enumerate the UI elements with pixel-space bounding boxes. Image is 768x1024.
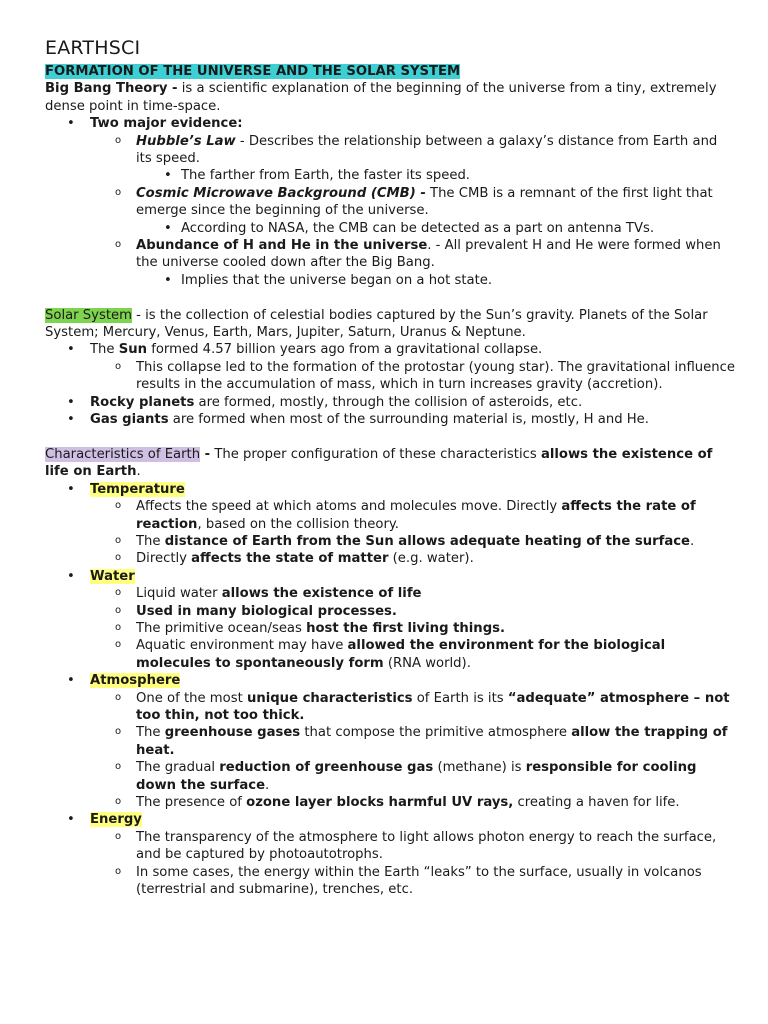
list-item-energy: • Energy [45, 811, 735, 828]
list-item-atmosphere: • Atmosphere [45, 672, 735, 689]
list-item-energy-2: o In some cases, the energy within the Earth “leaks” to the surface, usually in volcanos (terrestrial and submarine), trenches, etc. [45, 864, 735, 899]
list-item-temp-3: o Directly affects the state of matter (e.g. water). [45, 550, 735, 567]
list-item-temperature: • Temperature [45, 481, 735, 498]
solar-system-definition: Solar System - is the collection of celestial bodies captured by the Sun’s gravity. Planets of the Solar System; Mercury, Venus, Earth, Mars, Jupiter, Saturn, Uranus & Neptune. [45, 307, 708, 341]
list-item-gas: • Gas giants are formed when most of the surrounding material is, mostly, H and He. [45, 411, 735, 428]
list-item-sun-sub: o This collapse led to the formation of the protostar (young star). The gravitational influence results in the accumulation of mass, which in turn increases gravity (accretion). [45, 359, 735, 394]
list-item-water: • Water [45, 568, 735, 585]
list-item-abundance-sub: • Implies that the universe began on a hot state. [45, 272, 735, 289]
list-item-rocky: • Rocky planets are formed, mostly, through the collision of asteroids, etc. [45, 394, 735, 411]
list-item-water-3: o The primitive ocean/seas host the first living things. [45, 620, 735, 637]
list-item-water-1: o Liquid water allows the existence of life [45, 585, 735, 602]
document-title: EARTHSCI [45, 37, 141, 59]
list-item-cmb: o Cosmic Microwave Background (CMB) - The CMB is a remnant of the first light that emerge since the beginning of the universe. [45, 185, 735, 220]
list-item-sun: • The Sun formed 4.57 billion years ago from a gravitational collapse. [45, 341, 735, 358]
list-item-atmo-4: o The presence of ozone layer blocks harmful UV rays, creating a haven for life. [45, 794, 735, 811]
list-item-hubble-sub: • The farther from Earth, the faster its speed. [45, 167, 735, 184]
list-item-abundance: o Abundance of H and He in the universe. - All prevalent H and He were formed when the universe cooled down after the Big Bang. [45, 237, 735, 272]
list-item-cmb-sub: • According to NASA, the CMB can be detected as a part on antenna TVs. [45, 220, 735, 237]
list-item-evidence: • Two major evidence: [45, 115, 735, 132]
section-heading-formation: FORMATION OF THE UNIVERSE AND THE SOLAR SYSTEM [45, 64, 461, 79]
list-item-energy-1: o The transparency of the atmosphere to light allows photon energy to reach the surface, and be captured by photoautotrophs. [45, 829, 735, 864]
list-item-temp-2: o The distance of Earth from the Sun allows adequate heating of the surface. [45, 533, 735, 550]
list-item-water-2: o Used in many biological processes. [45, 603, 735, 620]
big-bang-definition: Big Bang Theory - is a scientific explanation of the beginning of the universe from a tiny, extremely dense point in time-space. [45, 81, 717, 114]
list-item-water-4: o Aquatic environment may have allowed the environment for the biological molecules to spontaneously form (RNA world). [45, 637, 735, 672]
earth-characteristics-definition: Characteristics of Earth - The proper configuration of these characteristics allows the existence of life on Earth. [45, 446, 713, 480]
list-item-atmo-1: o One of the most unique characteristics of Earth is its “adequate” atmosphere – not too thin, not too thick. [45, 690, 735, 725]
list-item-temp-1: o Affects the speed at which atoms and molecules move. Directly affects the rate of reaction, based on the collision theory. [45, 498, 735, 533]
document-page [45, 36, 735, 898]
list-item-atmo-3: o The gradual reduction of greenhouse gas (methane) is responsible for cooling down the surface. [45, 759, 735, 794]
list-item-atmo-2: o The greenhouse gases that compose the primitive atmosphere allow the trapping of heat. [45, 724, 735, 759]
list-item-hubble: o Hubble’s Law - Describes the relationship between a galaxy’s distance from Earth and its speed. [45, 133, 735, 168]
